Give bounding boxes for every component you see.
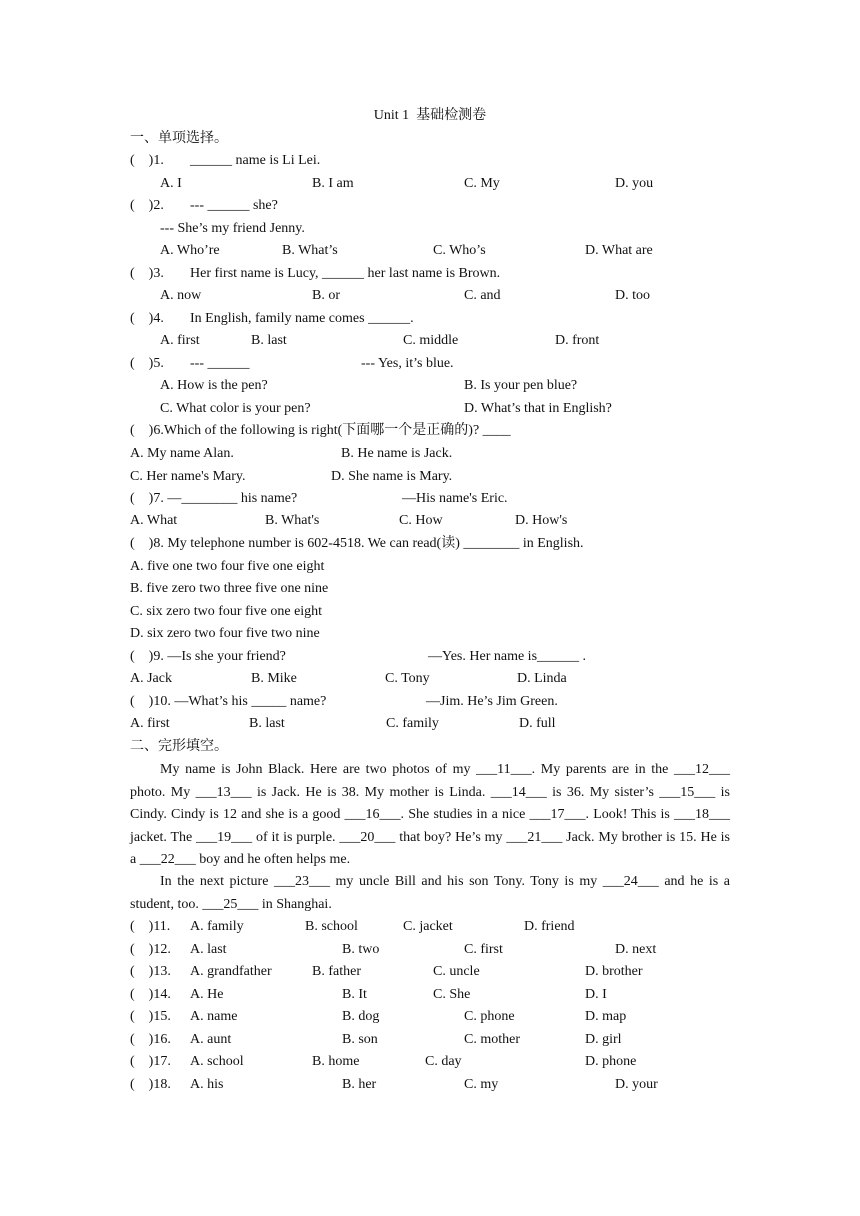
q1-number: ( )1.: [130, 153, 164, 168]
q2-option-d: D. What are: [585, 243, 653, 258]
cloze-15-number: ( )15.: [130, 1009, 171, 1024]
cloze-12-option-a: A. last: [190, 942, 227, 957]
cloze-17-option-d: D. phone: [585, 1054, 637, 1069]
q5-option-b: B. Is your pen blue?: [464, 378, 578, 393]
q5-number: ( )5.: [130, 356, 164, 371]
q8-stem: ( )8. My telephone number is 602-4518. We can read(读) ________ in English.: [130, 536, 584, 551]
cloze-15-option-d: D. map: [585, 1009, 627, 1024]
q1-option-a: A. I: [160, 176, 182, 191]
q1-option-c: C. My: [464, 176, 500, 191]
cloze-14-number: ( )14.: [130, 987, 171, 1002]
cloze-18-option-c: C. my: [464, 1077, 499, 1092]
q8-option-d: D. six zero two four five two nine: [130, 626, 320, 641]
cloze-17-option-c: C. day: [425, 1054, 462, 1069]
cloze-18-number: ( )18.: [130, 1077, 171, 1092]
q2-reply: --- She’s my friend Jenny.: [160, 221, 305, 236]
q4-stem: In English, family name comes ______.: [190, 311, 414, 326]
cloze-16-option-b: B. son: [342, 1032, 378, 1047]
cloze-15-option-b: B. dog: [342, 1009, 380, 1024]
q4-option-b: B. last: [251, 333, 287, 348]
cloze-11-option-c: C. jacket: [403, 919, 453, 934]
cloze-17-option-b: B. home: [312, 1054, 360, 1069]
cloze-11-option-b: B. school: [305, 919, 358, 934]
section-heading-cloze: 二、完形填空。: [130, 739, 228, 754]
q5-option-a: A. How is the pen?: [160, 378, 268, 393]
q9-option-d: D. Linda: [517, 671, 567, 686]
cloze-11-option-a: A. family: [190, 919, 244, 934]
cloze-13-option-a: A. grandfather: [190, 964, 272, 979]
q3-option-d: D. too: [615, 288, 650, 303]
cloze-16-option-d: D. girl: [585, 1032, 622, 1047]
q5-option-c: C. What color is your pen?: [160, 401, 311, 416]
q8-option-a: A. five one two four five one eight: [130, 559, 325, 574]
cloze-13-option-d: D. brother: [585, 964, 643, 979]
cloze-14-option-c: C. She: [433, 987, 471, 1002]
cloze-15-option-c: C. phone: [464, 1009, 515, 1024]
q9-reply: —Yes. Her name is______ .: [428, 649, 587, 664]
q5-stem: --- ______: [190, 356, 250, 371]
q4-number: ( )4.: [130, 311, 164, 326]
cloze-14-option-d: D. I: [585, 987, 607, 1002]
cloze-11-number: ( )11.: [130, 919, 171, 934]
q7-option-c: C. How: [399, 513, 443, 528]
q9-option-b: B. Mike: [251, 671, 297, 686]
q1-stem: ______ name is Li Lei.: [190, 153, 321, 168]
q1-option-d: D. you: [615, 176, 654, 191]
q6-option-c: C. Her name's Mary.: [130, 469, 246, 484]
q5-reply: --- Yes, it’s blue.: [361, 356, 454, 371]
q4-option-a: A. first: [160, 333, 200, 348]
q2-option-c: C. Who’s: [433, 243, 486, 258]
cloze-16-option-a: A. aunt: [190, 1032, 232, 1047]
cloze-12-option-d: D. next: [615, 942, 657, 957]
q6-option-b: B. He name is Jack.: [341, 446, 453, 461]
q3-stem: Her first name is Lucy, ______ her last name is Brown.: [190, 266, 501, 281]
q2-option-a: A. Who’re: [160, 243, 220, 258]
cloze-14-option-a: A. He: [190, 987, 224, 1002]
q7-stem: ( )7. —________ his name?: [130, 491, 298, 506]
q9-stem: ( )9. —Is she your friend?: [130, 649, 286, 664]
q7-option-b: B. What's: [265, 513, 320, 528]
q4-option-c: C. middle: [403, 333, 459, 348]
cloze-12-option-c: C. first: [464, 942, 503, 957]
q5-option-d: D. What’s that in English?: [464, 401, 612, 416]
q3-option-c: C. and: [464, 288, 501, 303]
cloze-18-option-b: B. her: [342, 1077, 377, 1092]
cloze-16-number: ( )16.: [130, 1032, 171, 1047]
q6-option-a: A. My name Alan.: [130, 446, 234, 461]
page-title: Unit 1 基础检测卷: [373, 108, 487, 123]
q10-option-c: C. family: [386, 716, 439, 731]
q7-option-a: A. What: [130, 513, 178, 528]
cloze-13-option-b: B. father: [312, 964, 361, 979]
cloze-16-option-c: C. mother: [464, 1032, 520, 1047]
q2-stem: --- ______ she?: [190, 198, 278, 213]
q10-option-a: A. first: [130, 716, 170, 731]
q8-option-b: B. five zero two three five one nine: [130, 581, 329, 596]
cloze-passage-paragraph-2: In the next picture ___23___ my uncle Bill and his son Tony. Tony is my ___24___ and he is a student, too. ___25___ in Shanghai.: [130, 874, 730, 912]
q7-reply: —His name's Eric.: [402, 491, 508, 506]
cloze-15-option-a: A. name: [190, 1009, 238, 1024]
cloze-14-option-b: B. It: [342, 987, 367, 1002]
section-heading-choice: 一、单项选择。: [130, 131, 228, 146]
cloze-12-option-b: B. two: [342, 942, 380, 957]
cloze-13-number: ( )13.: [130, 964, 171, 979]
cloze-18-option-d: D. your: [615, 1077, 658, 1092]
q4-option-d: D. front: [555, 333, 600, 348]
q10-reply: —Jim. He’s Jim Green.: [426, 694, 558, 709]
q3-number: ( )3.: [130, 266, 164, 281]
q10-stem: ( )10. —What’s his _____ name?: [130, 694, 327, 709]
q9-option-c: C. Tony: [385, 671, 430, 686]
q2-number: ( )2.: [130, 198, 164, 213]
q3-option-b: B. or: [312, 288, 340, 303]
cloze-passage-paragraph-1: My name is John Black. Here are two photos of my ___11___. My parents are in the ___12___ photo. My ___13___ is Jack. He is 38. My mother is Linda. ___14___ is 36. My sister’s ___15___ is Cindy. Cindy is 12 and she is a good ___16___. She studies in a nice ___17___. Look! This is ___18___ jacket. The ___19___ of it is purple. ___20___ that boy? He’s my ___21___ Jack. My brother is 15. He is a ___22___ boy and he often helps me.: [130, 762, 730, 867]
q7-option-d: D. How's: [515, 513, 568, 528]
q1-option-b: B. I am: [312, 176, 354, 191]
q8-option-c: C. six zero two four five one eight: [130, 604, 323, 619]
q3-option-a: A. now: [160, 288, 202, 303]
q6-stem: ( )6.Which of the following is right(下面哪一个是正确的)? ____: [130, 423, 511, 438]
cloze-17-number: ( )17.: [130, 1054, 171, 1069]
cloze-12-number: ( )12.: [130, 942, 171, 957]
q2-option-b: B. What’s: [282, 243, 338, 258]
cloze-13-option-c: C. uncle: [433, 964, 480, 979]
q6-option-d: D. She name is Mary.: [331, 469, 453, 484]
cloze-11-option-d: D. friend: [524, 919, 575, 934]
q10-option-d: D. full: [519, 716, 556, 731]
cloze-17-option-a: A. school: [190, 1054, 244, 1069]
cloze-18-option-a: A. his: [190, 1077, 224, 1092]
q10-option-b: B. last: [249, 716, 285, 731]
q9-option-a: A. Jack: [130, 671, 172, 686]
